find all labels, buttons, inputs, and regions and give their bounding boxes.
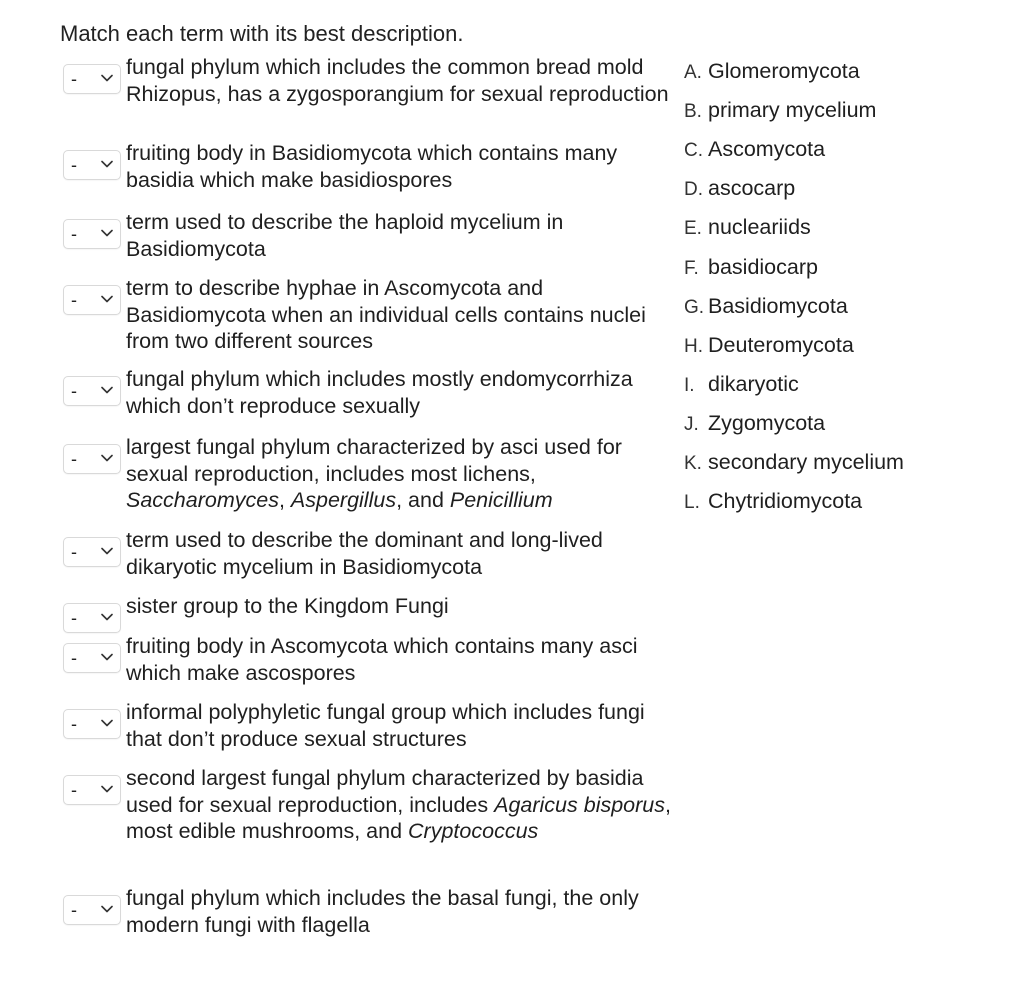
text-segment: term used to describe the dominant and long-lived dikaryotic mycelium in Basidiomycota (126, 528, 603, 579)
answer-letter: C. (684, 140, 703, 162)
question-text (126, 140, 686, 193)
chevron-down-icon (101, 719, 113, 727)
answer-text: Chytridiomycota (708, 489, 863, 514)
question-text (126, 699, 686, 752)
answer-text: Ascomycota (708, 137, 826, 162)
answer-select[interactable] (63, 709, 121, 739)
text-segment: , most edible mushrooms, and (126, 792, 671, 843)
italic-term: Aspergillus (290, 488, 397, 512)
answer-select[interactable] (63, 64, 121, 94)
text-segment: fungal phylum which includes the basal fungi, the only modern fungi with flagella (126, 886, 639, 937)
question-text (126, 434, 686, 514)
answer-text: ascocarp (708, 176, 796, 201)
text-segment: term to describe hyphae in Ascomycota and Basidiomycota when an individual cells contains nuclei from two different sources (126, 276, 646, 353)
answer-letter: I. (684, 374, 695, 396)
select-value: - (71, 714, 77, 734)
answer-letter: A. (684, 62, 702, 83)
answer-letter: B. (684, 101, 702, 123)
select-value: - (71, 449, 77, 469)
text-segment: fungal phylum which includes the common bread mold Rhizopus, has a zygosporangium for sexual reproduction (126, 55, 669, 106)
select-value: - (71, 290, 77, 310)
text-segment: , and (396, 488, 450, 512)
answer-option (684, 449, 904, 477)
chevron-down-icon (101, 785, 113, 793)
italic-term: Saccharomyces (126, 488, 279, 512)
question-text (126, 209, 686, 262)
answer-select[interactable] (63, 444, 121, 474)
answer-option (684, 175, 795, 203)
chevron-down-icon (101, 386, 113, 394)
answer-letter: J. (684, 413, 699, 435)
answer-select[interactable] (63, 150, 121, 180)
select-value: - (71, 155, 77, 175)
select-value: - (71, 608, 77, 628)
answer-text: Basidiomycota (708, 293, 848, 318)
answer-letter: G. (684, 296, 705, 318)
answer-option (684, 214, 811, 242)
answer-select[interactable] (63, 775, 121, 805)
answer-text: secondary mycelium (708, 450, 904, 474)
italic-term: Cryptococcus (408, 819, 539, 843)
answer-option (684, 410, 825, 438)
question-text (126, 366, 686, 419)
text-segment: informal polyphyletic fungal group which includes fungi that don’t produce sexual structures (126, 700, 645, 751)
answer-text: primary mycelium (708, 98, 877, 123)
answer-select[interactable] (63, 376, 121, 406)
select-value: - (71, 542, 77, 562)
chevron-down-icon (101, 74, 113, 82)
question-text (126, 54, 686, 107)
answer-text: dikaryotic (708, 371, 799, 396)
chevron-down-icon (101, 653, 113, 661)
chevron-down-icon (101, 454, 113, 462)
answer-option (684, 254, 818, 282)
answer-select[interactable] (63, 603, 121, 633)
answer-option (684, 58, 860, 86)
select-value: - (71, 69, 77, 89)
answer-text: Zygomycota (708, 410, 826, 435)
text-segment: fruiting body in Ascomycota which contains many asci which make ascospores (126, 634, 638, 685)
answer-option (684, 136, 825, 164)
answer-select[interactable] (63, 643, 121, 673)
answer-option (684, 293, 848, 321)
answer-text: basidiocarp (708, 254, 818, 279)
text-segment: fruiting body in Basidiomycota which contains many basidia which make basidiospores (126, 141, 618, 192)
question-text (126, 527, 686, 580)
answer-option (684, 332, 854, 360)
text-segment: , (278, 488, 291, 512)
answer-text: Deuteromycota (708, 332, 854, 357)
chevron-down-icon (101, 295, 113, 303)
question-text (126, 593, 686, 620)
italic-term: Penicillium (449, 488, 553, 512)
answer-letter: H. (684, 335, 703, 357)
question-text (126, 885, 686, 938)
answer-letter: L. (684, 492, 700, 514)
answer-text: nucleariids (708, 215, 811, 240)
italic-term: Agaricus bisporus (494, 792, 665, 817)
select-value: - (71, 648, 77, 668)
question-text (126, 765, 686, 845)
text-segment: fungal phylum which includes mostly endomycorrhiza which don’t reproduce sexually (126, 367, 633, 418)
answer-select[interactable] (63, 285, 121, 315)
answer-letter: E. (684, 218, 702, 240)
select-value: - (71, 381, 77, 401)
chevron-down-icon (101, 160, 113, 168)
answer-option (684, 488, 862, 516)
answer-letter: K. (684, 453, 702, 474)
select-value: - (71, 224, 77, 244)
question-text (126, 275, 686, 355)
text-segment: largest fungal phylum characterized by asci used for sexual reproduction, includes most lichens, (126, 435, 622, 486)
chevron-down-icon (101, 905, 113, 913)
answer-select[interactable] (63, 537, 121, 567)
answer-text: Glomeromycota (708, 59, 860, 83)
answer-option (684, 371, 799, 399)
answer-letter: F. (684, 257, 699, 279)
question-text (126, 633, 686, 686)
answer-letter: D. (684, 179, 703, 201)
text-segment: term used to describe the haploid mycelium in Basidiomycota (126, 210, 564, 261)
select-value: - (71, 900, 77, 920)
answer-option (684, 97, 876, 125)
answer-select[interactable] (63, 895, 121, 925)
text-segment: sister group to the Kingdom Fungi (126, 594, 449, 618)
answer-select[interactable] (63, 219, 121, 249)
select-value: - (71, 780, 77, 800)
text-segment: second largest fungal phylum characterized by basidia used for sexual reproduction, includes (126, 766, 644, 817)
chevron-down-icon (101, 547, 113, 555)
chevron-down-icon (101, 613, 113, 621)
chevron-down-icon (101, 229, 113, 237)
instruction-text: Match each term with its best description. (60, 21, 464, 46)
